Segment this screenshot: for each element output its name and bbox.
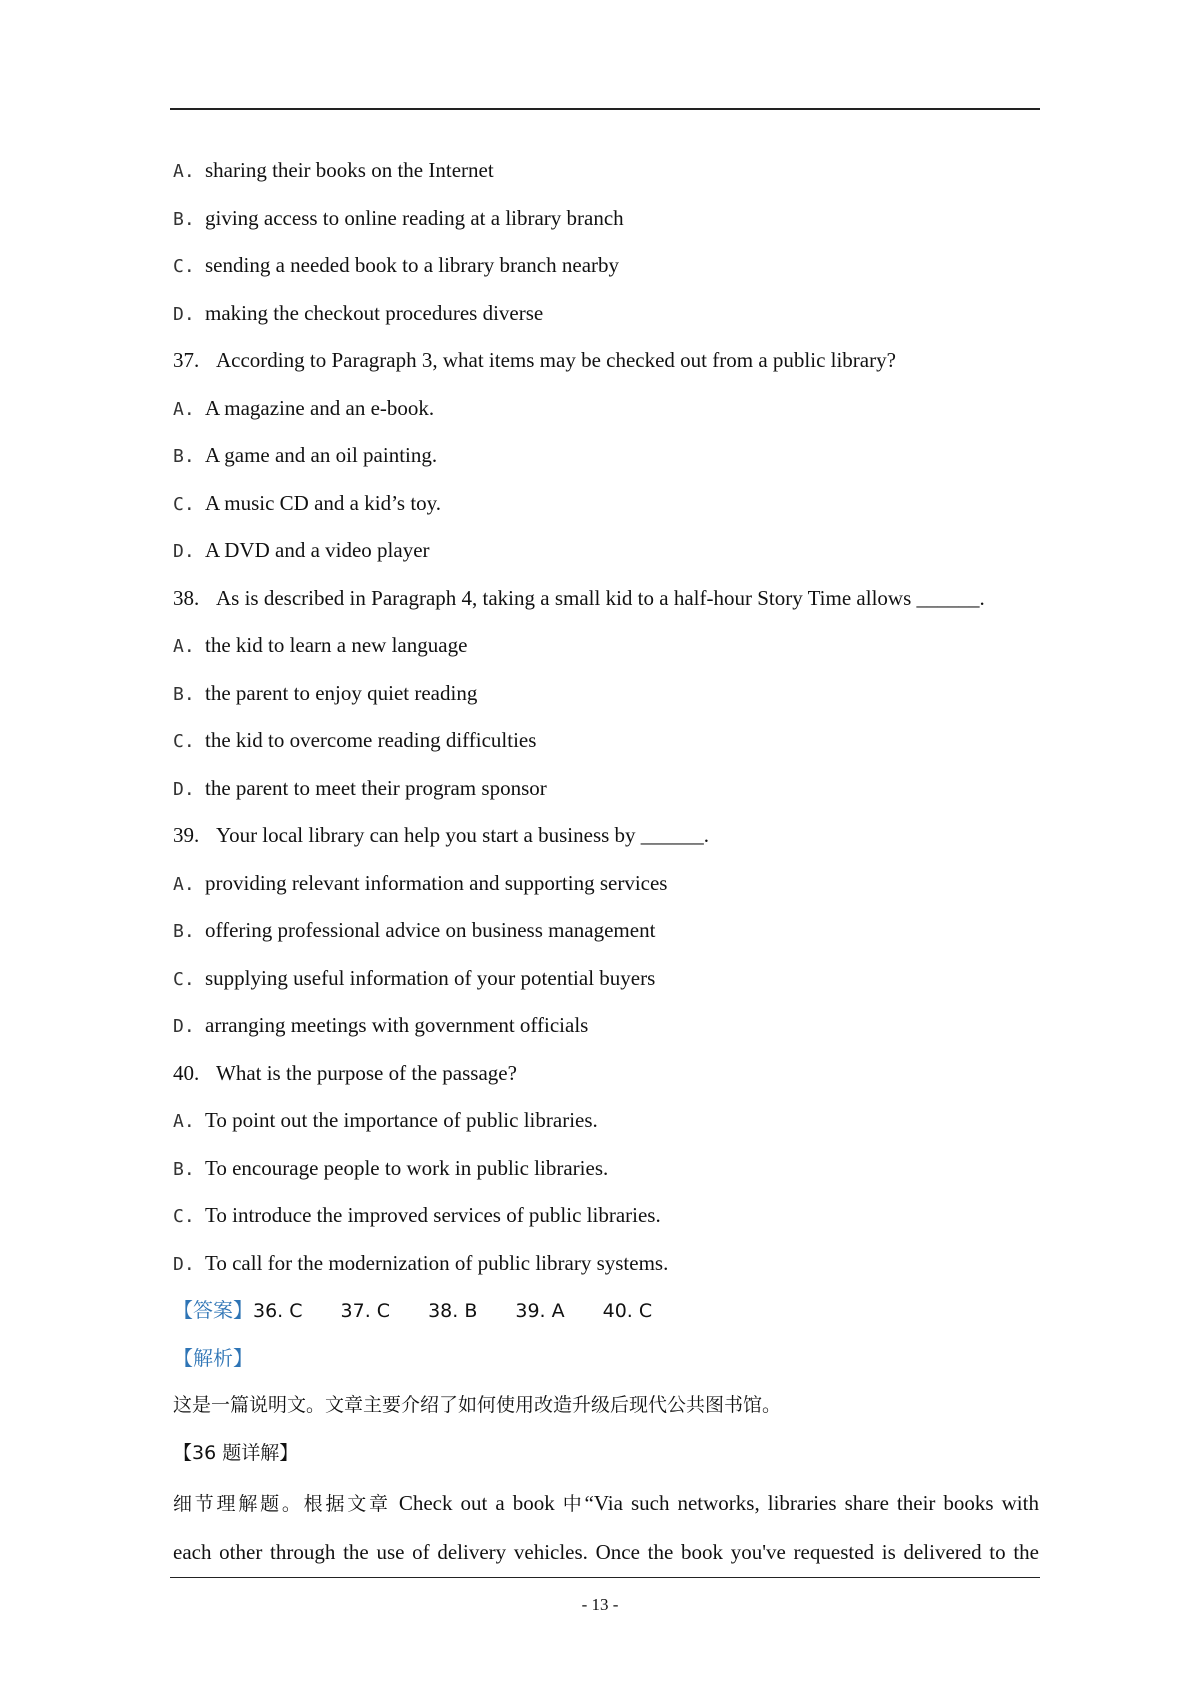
option-label: D.: [173, 303, 195, 325]
option-label: A.: [173, 873, 195, 895]
question-text: What is the purpose of the passage?: [216, 1060, 517, 1085]
answer-item: 36. C: [253, 1300, 303, 1322]
option-label: D.: [173, 1016, 195, 1037]
option-text: the kid to overcome reading difficulties: [205, 728, 537, 752]
option-line: [173, 1100, 1039, 1148]
option-text: making the checkout procedures diverse: [205, 300, 544, 325]
option-label: D.: [173, 1253, 195, 1275]
detail-en-1: Check out a book: [390, 1491, 563, 1515]
answer-item: 38. B: [428, 1300, 478, 1322]
detail-line-2: each other through the use of delivery vehicles. Once the book you've requested is delivered to the: [173, 1539, 1039, 1564]
option-label: B.: [173, 1158, 195, 1180]
option-line: [173, 245, 1039, 293]
option-label: A.: [173, 398, 195, 420]
header-rule: [170, 108, 1040, 110]
option-text: To point out the importance of public libraries.: [205, 1108, 598, 1132]
question-number: 39.: [173, 823, 200, 847]
option-line: [173, 625, 1039, 673]
option-label: C.: [173, 968, 195, 990]
option-line: [173, 673, 1039, 721]
detail-paragraph: [173, 1480, 1039, 1529]
option-label: B.: [173, 208, 195, 230]
question-38: [173, 578, 1039, 626]
option-label: C.: [173, 731, 195, 752]
option-text: A magazine and an e-book.: [205, 395, 435, 420]
question-text: As is described in Paragraph 4, taking a small kid to a half-hour Story Time allows ______.: [216, 585, 985, 610]
option-label: A.: [173, 161, 195, 182]
option-label: B.: [173, 921, 195, 942]
option-line: [173, 910, 1039, 958]
option-label: B.: [173, 446, 195, 467]
option-text: sharing their books on the Internet: [205, 158, 494, 182]
option-text: arranging meetings with government officials: [205, 1013, 589, 1037]
option-line: [173, 435, 1039, 483]
analysis-heading: [173, 1338, 1039, 1386]
option-text: A DVD and a video player: [205, 538, 430, 562]
detail-paragraph-line-2: [173, 1529, 1039, 1577]
option-label: C.: [173, 1206, 195, 1227]
answer-item: 37. C: [340, 1300, 391, 1322]
option-label: C.: [173, 256, 195, 277]
analysis-summary: 这是一篇说明文。文章主要介绍了如何使用改造升级后现代公共图书馆。: [173, 1394, 782, 1416]
option-line: [173, 198, 1039, 246]
option-text: offering professional advice on business management: [205, 918, 656, 942]
option-line: [173, 1243, 1039, 1291]
option-line: [173, 293, 1039, 341]
answer-key: [173, 1290, 1039, 1338]
option-text: providing relevant information and supporting services: [205, 870, 668, 895]
answer-label: 【答案】: [173, 1298, 253, 1322]
option-label: D.: [173, 541, 195, 562]
page-content: [173, 150, 1039, 1576]
analysis-label: 【解析】: [173, 1345, 253, 1370]
question-number: 37.: [173, 348, 200, 372]
option-label: C.: [173, 493, 195, 515]
question-number: 38.: [173, 585, 200, 610]
option-text: the parent to meet their program sponsor: [205, 775, 547, 800]
question-39: [173, 815, 1039, 863]
option-text: A music CD and a kid’s toy.: [205, 490, 442, 515]
option-text: To encourage people to work in public libraries.: [205, 1155, 609, 1180]
option-line: [173, 530, 1039, 578]
answer-item: 40. C: [602, 1300, 653, 1322]
option-label: A.: [173, 636, 195, 657]
detail-quote-1: “Via such networks, libraries share their books with: [584, 1491, 1039, 1515]
option-line: [173, 958, 1039, 1006]
option-text: sending a needed book to a library branch nearby: [205, 253, 620, 277]
option-text: A game and an oil painting.: [205, 443, 438, 467]
detail-prefix: 细节理解题。根据文章: [173, 1493, 391, 1515]
option-line: [173, 1005, 1039, 1053]
option-text: the parent to enjoy quiet reading: [205, 680, 478, 705]
option-line: [173, 720, 1039, 768]
option-text: giving access to online reading at a library branch: [205, 205, 624, 230]
page-number: - 13 -: [581, 1595, 619, 1614]
option-text: supplying useful information of your potential buyers: [205, 965, 656, 990]
question-37: [173, 340, 1039, 388]
option-line: [173, 483, 1039, 531]
detail-heading: 【36 题详解】: [173, 1441, 299, 1464]
option-line: [173, 768, 1039, 816]
option-text: To introduce the improved services of public libraries.: [205, 1203, 661, 1227]
option-line: [173, 863, 1039, 911]
option-label: A.: [173, 1111, 195, 1132]
question-text: According to Paragraph 3, what items may be checked out from a public library?: [216, 348, 896, 372]
option-line: [173, 150, 1039, 198]
option-line: [173, 388, 1039, 436]
option-text: the kid to learn a new language: [205, 633, 468, 657]
detail-mid: 中: [562, 1493, 585, 1515]
question-40: [173, 1053, 1039, 1101]
question-text: Your local library can help you start a business by ______.: [216, 823, 710, 847]
option-label: D.: [173, 778, 195, 800]
footer-rule: [170, 1577, 1040, 1578]
answer-item: 39. A: [515, 1300, 565, 1322]
option-line: [173, 1195, 1039, 1243]
option-line: [173, 1148, 1039, 1196]
option-label: B.: [173, 683, 195, 705]
option-text: To call for the modernization of public library systems.: [205, 1250, 669, 1275]
question-number: 40.: [173, 1060, 200, 1085]
